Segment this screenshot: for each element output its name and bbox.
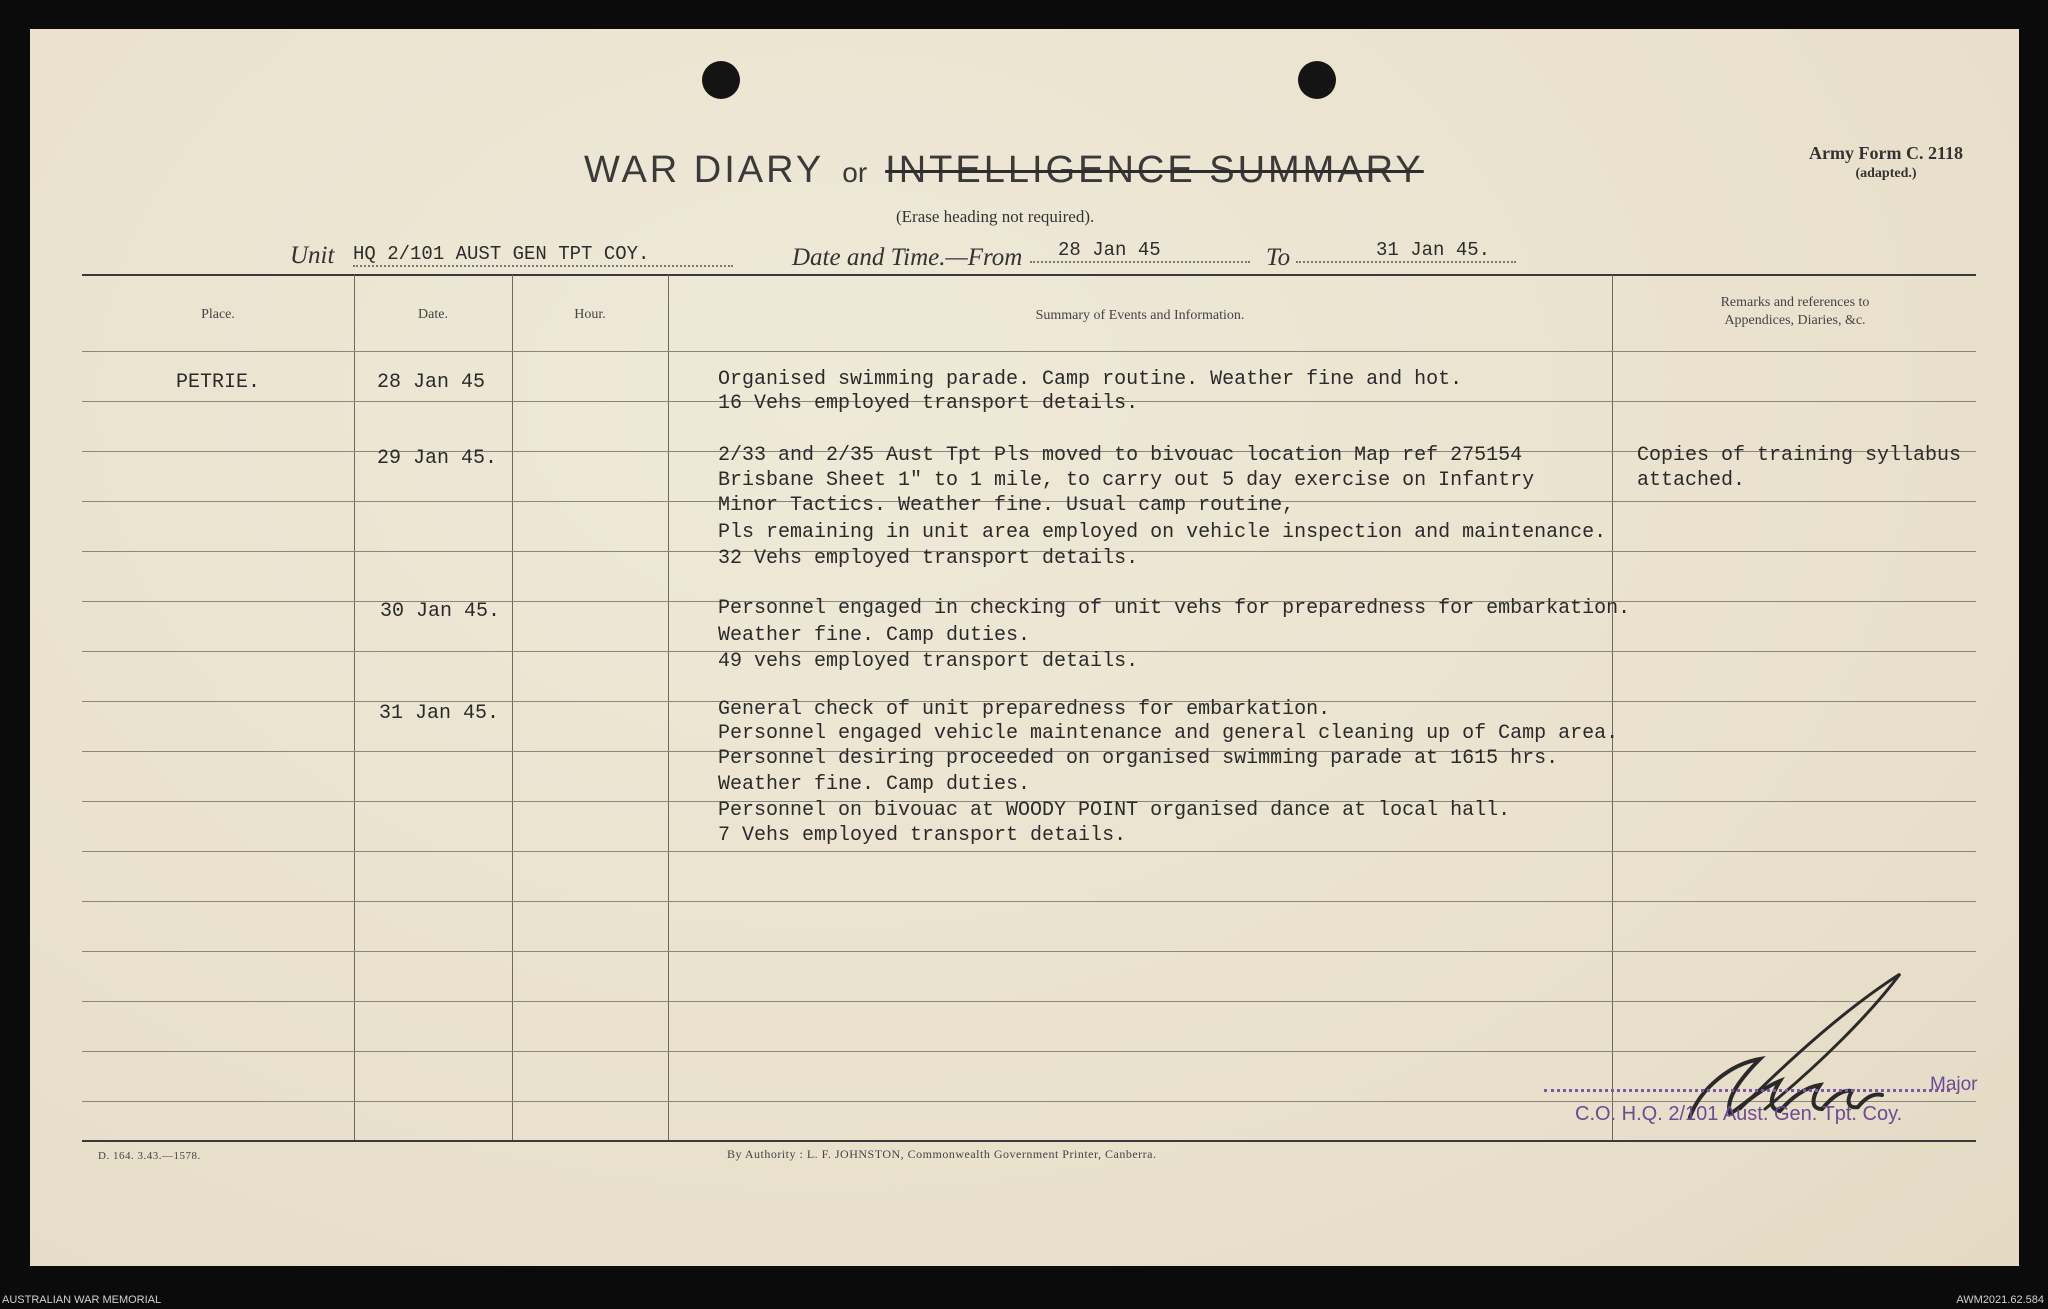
summary-line-6: Pls remaining in unit area employed on vehicle inspection and maintenance. xyxy=(718,521,1607,544)
form-ref-sub: (adapted.) xyxy=(1855,165,1917,181)
form-ref-number: Army Form C. 2118 xyxy=(1809,143,1963,163)
summary-line-15: Personnel on bivouac at WOODY POINT organised dance at local hall. xyxy=(718,799,1511,822)
signature-appointment: C.O. H.Q. 2/101 Aust. Gen. Tpt. Coy. xyxy=(1575,1103,1903,1125)
summary-line-2: 16 Vehs employed transport details. xyxy=(718,392,1139,415)
col-divider-2 xyxy=(512,275,513,1140)
remarks-line-1: Copies of training syllabus xyxy=(1637,444,1962,467)
to-label: To xyxy=(1266,244,1291,271)
place-entry: PETRIE. xyxy=(176,371,261,394)
unit-label: Unit xyxy=(290,242,335,269)
date-entry-3: 30 Jan 45. xyxy=(380,600,501,623)
table-bottom-rule xyxy=(82,1140,1976,1142)
page-title xyxy=(584,149,1424,192)
summary-line-14: Weather fine. Camp duties. xyxy=(718,773,1031,796)
date-label: Date and Time.—From xyxy=(792,244,1023,271)
ruled-line xyxy=(82,901,1976,902)
print-code: D. 164. 3.43.—1578. xyxy=(98,1150,201,1162)
summary-line-8: Personnel engaged in checking of unit vehs for preparedness for embarkation. xyxy=(718,597,1631,620)
ruled-line xyxy=(82,351,1976,352)
summary-line-4: Brisbane Sheet 1" to 1 mile, to carry out 5 day exercise on Infantry xyxy=(718,469,1535,492)
summary-line-10: 49 vehs employed transport details. xyxy=(718,650,1139,673)
table-top-rule xyxy=(82,274,1976,276)
col-head-hour: Hour. xyxy=(574,307,606,322)
col-head-date: Date. xyxy=(418,307,448,322)
ruled-line xyxy=(82,951,1976,952)
date-to: 31 Jan 45. xyxy=(1296,239,1516,263)
col-divider-3 xyxy=(668,275,669,1140)
archive-caption-right: AWM2021.62.584 xyxy=(1956,1294,2044,1306)
summary-line-11: General check of unit preparedness for embarkation. xyxy=(718,698,1331,721)
col-head-place: Place. xyxy=(201,307,235,322)
title-struck: INTELLIGENCE SUMMARY xyxy=(885,149,1424,191)
summary-line-12: Personnel engaged vehicle maintenance and general cleaning up of Camp area. xyxy=(718,722,1619,745)
summary-line-3: 2/33 and 2/35 Aust Tpt Pls moved to bivouac location Map ref 275154 xyxy=(718,444,1523,467)
date-entry-1: 28 Jan 45 xyxy=(377,371,486,394)
ruled-line xyxy=(82,851,1976,852)
signature-dotted-line xyxy=(1544,1089,1950,1092)
army-form-ref xyxy=(1766,142,2006,182)
col-divider-1 xyxy=(354,275,355,1140)
col-divider-4 xyxy=(1612,275,1613,1140)
erase-note: (Erase heading not required). xyxy=(896,207,1095,226)
punch-hole-right xyxy=(1298,61,1336,99)
col-head-remarks: Remarks and references to Appendices, Diaries, &c. xyxy=(1720,295,1870,328)
summary-line-16: 7 Vehs employed transport details. xyxy=(718,824,1127,847)
summary-line-1: Organised swimming parade. Camp routine. Weather fine and hot. xyxy=(718,368,1463,391)
date-entry-2: 29 Jan 45. xyxy=(377,447,498,470)
summary-line-7: 32 Vehs employed transport details. xyxy=(718,547,1139,570)
summary-line-9: Weather fine. Camp duties. xyxy=(718,624,1031,647)
remarks-line-2: attached. xyxy=(1637,469,1746,492)
punch-hole-left xyxy=(702,61,740,99)
summary-line-5: Minor Tactics. Weather fine. Usual camp routine, xyxy=(718,494,1295,517)
printer-authority: By Authority : L. F. JOHNSTON, Commonwealth Government Printer, Canberra. xyxy=(727,1147,1157,1161)
date-from: 28 Jan 45 xyxy=(1030,239,1250,263)
archive-caption-left: AUSTRALIAN WAR MEMORIAL xyxy=(2,1294,162,1306)
summary-line-13: Personnel desiring proceeded on organised swimming parade at 1615 hrs. xyxy=(718,747,1559,770)
signature-rank: Major xyxy=(1930,1074,1978,1095)
date-entry-4: 31 Jan 45. xyxy=(379,702,500,725)
diary-page xyxy=(30,29,2019,1266)
title-main: WAR DIARY xyxy=(584,149,825,191)
unit-value: HQ 2/101 AUST GEN TPT COY. xyxy=(353,243,733,267)
title-or: or xyxy=(842,157,868,188)
col-head-summary: Summary of Events and Information. xyxy=(1035,308,1245,323)
